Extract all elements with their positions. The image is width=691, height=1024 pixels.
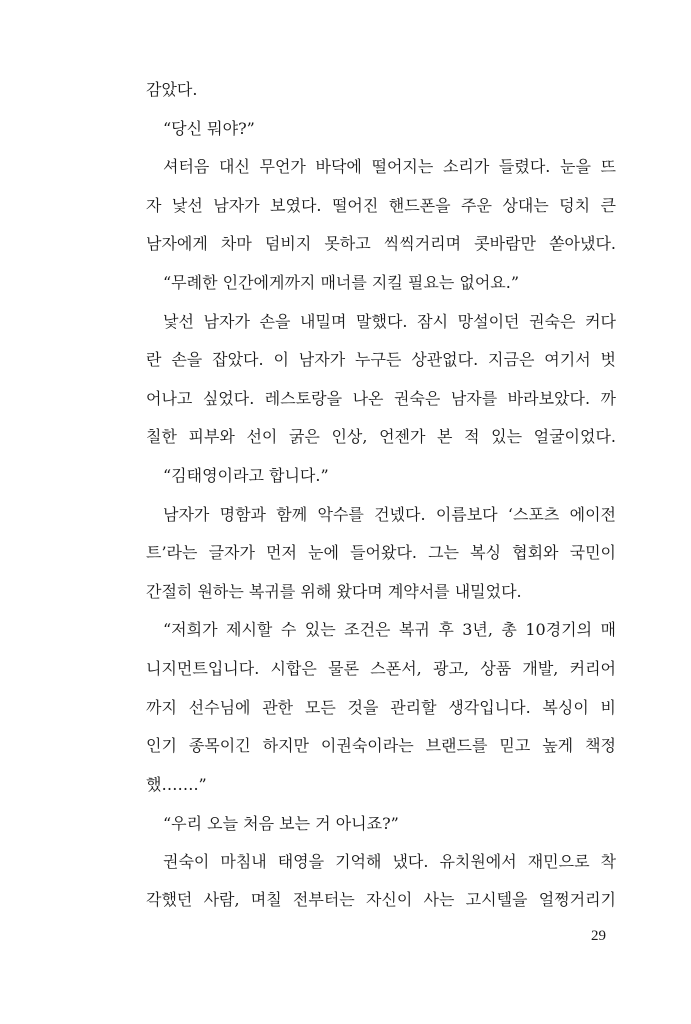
page-number: 29 xyxy=(591,928,606,944)
text-line: “저희가 제시할 수 있는 조건은 복귀 후 3년, 총 10경기의 매 xyxy=(163,620,616,640)
text-line: 각했던 사람, 며칠 전부터는 자신이 사는 고시텔을 얼쩡거리기 xyxy=(146,890,616,910)
text-line: 자 낯선 남자가 보였다. 떨어진 핸드폰을 주운 상대는 덩치 큰 xyxy=(146,195,616,215)
text-line: 낯선 남자가 손을 내밀며 말했다. 잠시 망설이던 권숙은 커다 xyxy=(163,311,616,331)
text-line: 까지 선수님에 관한 모든 것을 관리할 생각입니다. 복싱이 비 xyxy=(146,697,616,717)
text-line: 했…….” xyxy=(146,774,207,794)
text-line: 어나고 싶었다. 레스토랑을 나온 권숙은 남자를 바라보았다. 까 xyxy=(146,388,616,408)
text-line: 트’라는 글자가 먼저 눈에 들어왔다. 그는 복싱 협회와 국민이 xyxy=(146,543,616,563)
text-line: “김태영이라고 합니다.” xyxy=(163,466,329,486)
text-line: 란 손을 잡았다. 이 남자가 누구든 상관없다. 지금은 여기서 벗 xyxy=(146,350,616,370)
text-line: 감았다. xyxy=(146,80,198,100)
text-line: “우리 오늘 처음 보는 거 아니죠?” xyxy=(163,813,399,833)
text-line: 셔터음 대신 무언가 바닥에 떨어지는 소리가 들렸다. 눈을 뜨 xyxy=(163,157,616,177)
text-line: 남자가 명함과 함께 악수를 건넸다. 이름보다 ‘스포츠 에이전 xyxy=(163,504,616,524)
text-line: 니지먼트입니다. 시합은 물론 스폰서, 광고, 상품 개발, 커리어 xyxy=(146,658,616,678)
text-line: 인기 종목이긴 하지만 이권숙이라는 브랜드를 믿고 높게 책정 xyxy=(146,736,616,756)
text-line: 남자에게 차마 덤비지 못하고 씩씩거리며 콧바람만 쏟아냈다. xyxy=(146,234,616,254)
text-line: 권숙이 마침내 태영을 기억해 냈다. 유치원에서 재민으로 착 xyxy=(163,851,616,871)
text-line: 칠한 피부와 선이 굵은 인상, 언젠가 본 적 있는 얼굴이었다. xyxy=(146,427,616,447)
text-line: “당신 뭐야?” xyxy=(163,118,255,138)
text-line: “무례한 인간에게까지 매너를 지킬 필요는 없어요.” xyxy=(163,273,519,293)
text-line: 간절히 원하는 복귀를 위해 왔다며 계약서를 내밀었다. xyxy=(146,582,522,602)
body-text xyxy=(146,71,616,920)
